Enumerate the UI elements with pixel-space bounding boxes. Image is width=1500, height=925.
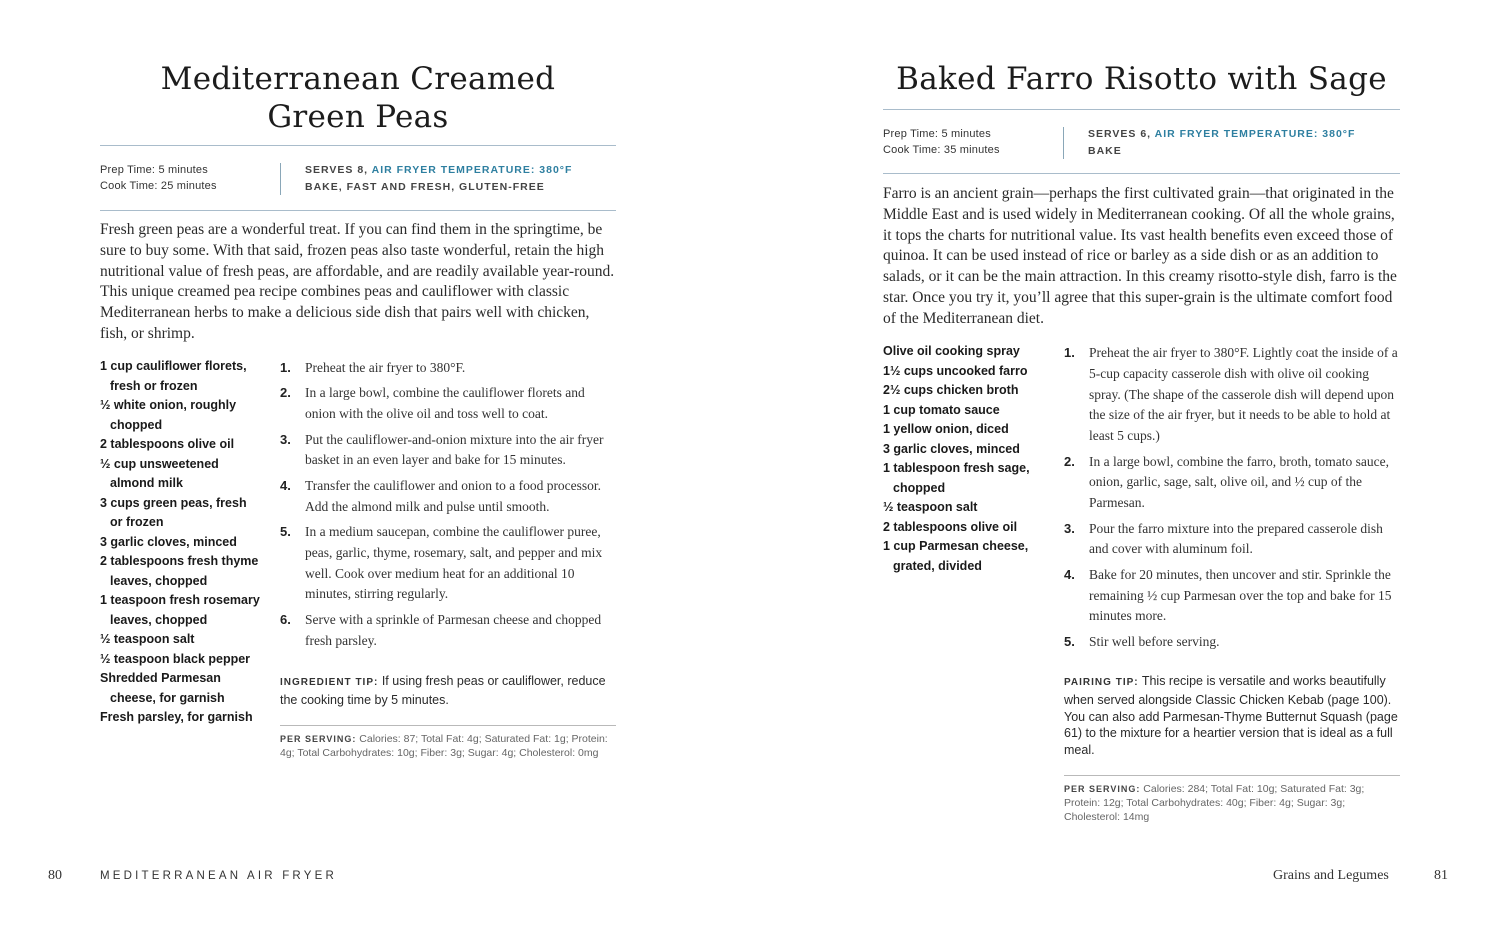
nutrition-info [1064, 782, 1400, 824]
step-item [280, 610, 616, 652]
step-item [280, 430, 616, 472]
nutrition-divider [280, 725, 616, 726]
step-item [1064, 519, 1400, 561]
step-text: Preheat the air fryer to 380°F. [305, 360, 466, 375]
tip-text: This recipe is versatile and works beautifully when served alongside Classic Chicken Kebab (page 100). You can also add Parmesan-Thyme Butternut Squash (page 61) to the mixture for a heartier version that is ideal as a full meal. [1064, 674, 1398, 758]
page-number-right: 81 [1434, 868, 1448, 883]
ingredient-item: 1 yellow onion, diced [883, 422, 1009, 436]
tip-label: PAIRING TIP: [1064, 677, 1139, 688]
nutrition-label: PER SERVING: [1064, 784, 1141, 794]
step-text: Put the cauliflower-and-onion mixture into the air fryer basket in an even layer and bake for 15 minutes. [305, 431, 604, 468]
ingredient-item: 2 tablespoons fresh thyme leaves, chopped [100, 554, 259, 588]
ingredient-item: 3 cups green peas, fresh or frozen [100, 495, 247, 529]
recipe-times [100, 163, 217, 194]
ingredient-item: ½ teaspoon salt [883, 500, 978, 514]
step-item [1064, 343, 1400, 447]
step-text: In a large bowl, combine the farro, broth, tomato sauce, onion, garlic, sage, salt, olive oil, and ½ cup of the Parmesan. [1089, 453, 1390, 511]
recipe-title-line1: Mediterranean Creamed [160, 61, 556, 97]
meta-bottom-divider [883, 173, 1400, 174]
step-number: 2. [280, 385, 291, 401]
step-text: Preheat the air fryer to 380°F. Lightly coat the inside of a 5-cup capacity casserole dish with olive oil cooking spray. (The shape of the casserole dish will depend upon the size of the air fryer, but it needs to be able to hold at least 5 cups.) [1089, 345, 1398, 444]
ingredient-item: 1 tablespoon fresh sage, chopped [883, 461, 1030, 495]
recipe-labels: BAKE [1088, 145, 1122, 157]
ingredient-list [100, 357, 262, 728]
nutrition-text: Calories: 284; Total Fat: 10g; Saturated Fat: 3g; Protein: 12g; Total Carbohydrates: 40g; Fiber: 4g; Sugar: 3g; Cholesterol: 14mg [1064, 783, 1365, 823]
ingredient-item: 2½ cups chicken broth [883, 383, 1019, 397]
ingredient-item: ½ cup unsweetened almond milk [100, 456, 219, 490]
meta-divider [280, 163, 281, 195]
ingredient-item: 1½ cups uncooked farro [883, 363, 1028, 378]
ingredient-item: 3 garlic cloves, minced [100, 534, 237, 549]
serves-count: SERVES 8, [305, 164, 369, 176]
step-text: Stir well before serving. [1089, 633, 1220, 649]
step-number: 3. [280, 431, 291, 447]
pairing-tip [1064, 673, 1400, 759]
tip-label: INGREDIENT TIP: [280, 677, 379, 688]
step-text: In a medium saucepan, combine the cauliflower puree, peas, garlic, thyme, rosemary, salt, and pepper and mix well. Cook over medium heat for an additional 10 minutes, stirring regularly. [305, 523, 603, 602]
step-number: 5. [280, 523, 291, 539]
step-text: Transfer the cauliflower and onion to a food processor. Add the almond milk and pulse until smooth. [305, 477, 602, 514]
tip-text: If using fresh peas or cauliflower, reduce the cooking time by 5 minutes. [280, 674, 606, 707]
step-number: 5. [1064, 633, 1075, 649]
title-divider [100, 145, 616, 146]
recipe-serves [1088, 126, 1355, 160]
air-fryer-temperature: AIR FRYER TEMPERATURE: 380°F [371, 164, 573, 176]
nutrition-text: Calories: 87; Total Fat: 4g; Saturated Fat: 1g; Protein: 4g; Total Carbohydrates: 10g; Fiber: 3g; Sugar: 4g; Cholesterol: 0mg [280, 733, 608, 759]
serves-count: SERVES 6, [1088, 128, 1152, 140]
step-number: 6. [280, 611, 291, 627]
step-number: 2. [1064, 453, 1075, 469]
ingredient-list [883, 342, 1053, 576]
meta-bottom-divider [100, 210, 616, 211]
ingredient-item: 2 tablespoons olive oil [100, 437, 235, 451]
ingredient-item: Fresh parsley, for garnish [100, 710, 253, 724]
step-item [1064, 452, 1400, 514]
step-number: 1. [280, 360, 291, 375]
step-text: Bake for 20 minutes, then uncover and stir. Sprinkle the remaining ½ cup Parmesan over the top and bake for 15 minutes more. [1089, 566, 1392, 624]
step-item [1064, 632, 1400, 653]
recipe-labels: BAKE, FAST AND FRESH, GLUTEN-FREE [305, 181, 545, 193]
step-item [280, 383, 616, 425]
page-number-left: 80 [48, 868, 62, 883]
right-page [883, 0, 1400, 925]
ingredient-item: 1 teaspoon fresh rosemary leaves, chopped [100, 593, 260, 627]
prep-time: Prep Time: 5 minutes [100, 164, 208, 176]
step-item [280, 358, 616, 379]
recipe-times [883, 127, 1000, 158]
running-head-left: MEDITERRANEAN AIR FRYER [100, 870, 337, 882]
ingredient-item: 1 cup Parmesan cheese, grated, divided [883, 539, 1029, 573]
running-head-right: Grains and Legumes [1273, 868, 1389, 883]
step-number: 4. [280, 477, 291, 493]
nutrition-divider [1064, 775, 1400, 776]
recipe-serves [305, 162, 572, 196]
ingredient-item: 1 cup tomato sauce [883, 402, 1000, 417]
step-item [280, 522, 616, 605]
air-fryer-temperature: AIR FRYER TEMPERATURE: 380°F [1154, 128, 1356, 140]
nutrition-info [280, 732, 616, 760]
step-number: 1. [1064, 345, 1075, 360]
step-number: 3. [1064, 520, 1075, 536]
step-text: In a large bowl, combine the cauliflower florets and onion with the olive oil and toss well to coat. [305, 385, 585, 422]
recipe-title [100, 60, 616, 136]
recipe-title: Baked Farro Risotto with Sage [896, 61, 1387, 97]
recipe-title-line2: Green Peas [267, 99, 449, 135]
ingredient-item: 2 tablespoons olive oil [883, 519, 1018, 534]
step-list [1064, 343, 1400, 657]
ingredient-item: 3 garlic cloves, minced [883, 441, 1020, 456]
cook-time: Cook Time: 25 minutes [100, 179, 217, 192]
meta-divider [1063, 127, 1064, 159]
title-divider [883, 109, 1400, 110]
ingredient-item: 1 cup cauliflower florets, fresh or frozen [100, 359, 247, 393]
step-list [280, 358, 616, 656]
prep-time: Prep Time: 5 minutes [883, 128, 991, 140]
step-text: Pour the farro mixture into the prepared casserole dish and cover with aluminum foil. [1089, 520, 1383, 557]
ingredient-item: ½ teaspoon black pepper [100, 651, 251, 666]
cook-time: Cook Time: 35 minutes [883, 143, 1000, 156]
ingredient-item: ½ white onion, roughly chopped [100, 398, 237, 432]
recipe-intro: Farro is an ancient grain—perhaps the first cultivated grain—that originated in the Middle East and is used widely in Mediterranean cooking. Of all the whole grains, it tops the charts for nutritional value. Its vast health benefits even exceed those of quinoa. It can be used instead of rice or barley as a side dish or as an addition to salads, or it can be the main attraction. In this creamy risotto-style dish, farro is the star. Once you try it, you’ll agree that this super-grain is the ultimate comfort food of the Mediterranean diet. [883, 185, 1397, 327]
ingredient-tip [280, 673, 616, 709]
nutrition-label: PER SERVING: [280, 734, 357, 744]
ingredient-item: Shredded Parmesan cheese, for garnish [100, 671, 225, 705]
recipe-intro: Fresh green peas are a wonderful treat. If you can find them in the springtime, be sure to buy some. With that said, frozen peas also taste wonderful, retain the high nutritional value of fresh peas, are affordable, and are readily available year-round. This unique creamed pea recipe combines peas and cauliflower with classic Mediterranean herbs to make a delicious side dish that pairs well with chicken, fish, or shrimp. [100, 221, 615, 342]
ingredient-item: Olive oil cooking spray [883, 344, 1020, 358]
step-text: Serve with a sprinkle of Parmesan cheese and chopped fresh parsley. [305, 611, 602, 648]
step-number: 4. [1064, 566, 1075, 582]
left-page [100, 0, 616, 925]
step-item [280, 476, 616, 518]
ingredient-item: ½ teaspoon salt [100, 632, 195, 646]
step-item [1064, 565, 1400, 627]
